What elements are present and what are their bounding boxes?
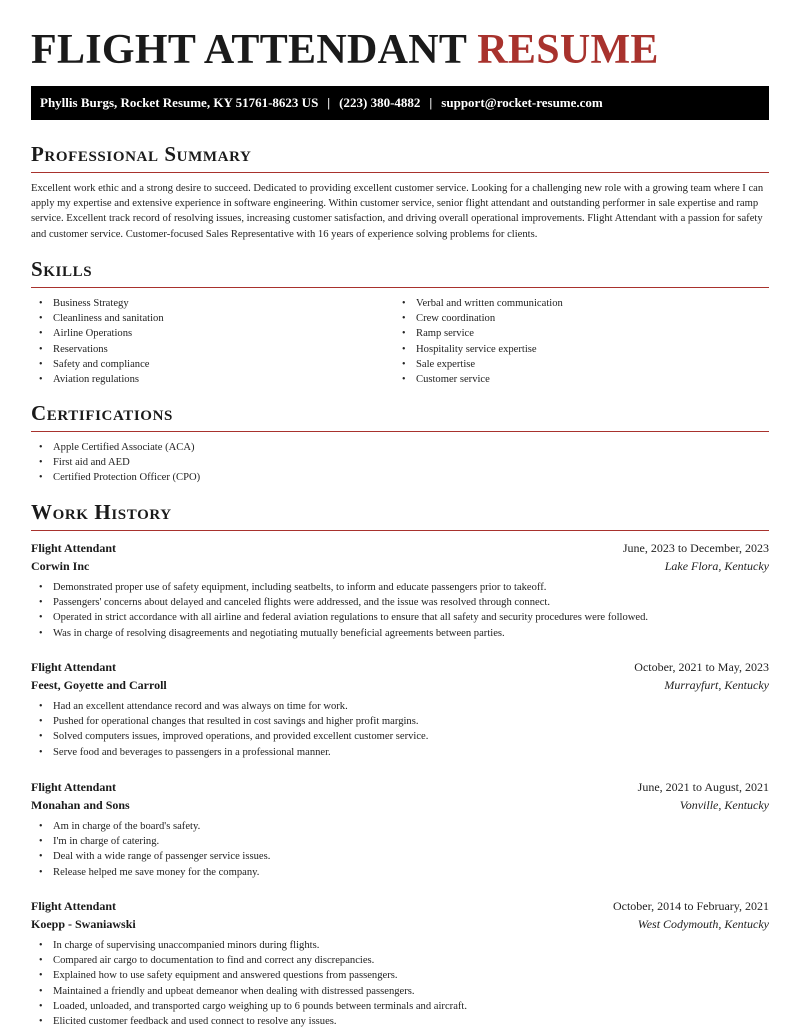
job-duty: • Am in charge of the board's safety.	[31, 819, 769, 834]
job-company: Koepp - Swaniawski	[31, 917, 136, 931]
skill-item: • Cleanliness and sanitation	[31, 311, 164, 326]
certification-item: • First aid and AED	[31, 455, 200, 470]
title-main: FLIGHT ATTENDANT	[31, 27, 467, 73]
job-duties-list	[31, 699, 769, 760]
job-location: Lake Flora, Kentucky	[664, 559, 769, 573]
job-duty: • Had an excellent attendance record and was always on time for work.	[31, 699, 769, 714]
contact-phone: (223) 380-4882	[339, 95, 421, 110]
job-duty: • Pushed for operational changes that resulted in cost savings and higher profit margins.	[31, 714, 769, 729]
job-entry	[31, 658, 769, 760]
contact-separator: |	[327, 95, 331, 110]
skill-item: • Customer service	[394, 372, 563, 387]
job-duty: • I'm in charge of catering.	[31, 834, 769, 849]
resume-title	[31, 26, 659, 74]
job-duty: • Serve food and beverages to passengers in a professional manner.	[31, 745, 769, 760]
job-duty: • Deal with a wide range of passenger service issues.	[31, 849, 769, 864]
job-location: Murrayfurt, Kentucky	[664, 678, 769, 692]
skill-item: • Verbal and written communication	[394, 296, 563, 311]
skill-item: • Reservations	[31, 342, 164, 357]
skill-item: • Hospitality service expertise	[394, 342, 563, 357]
job-duty: • Elicited customer feedback and used connect to resolve any issues.	[31, 1014, 769, 1029]
summary-heading: Professional Summary	[31, 142, 769, 173]
contact-bar	[31, 86, 769, 120]
job-duty: • Solved computers issues, improved operations, and provided excellent customer service.	[31, 729, 769, 744]
job-duty: • Was in charge of resolving disagreements and negotiating mutually beneficial agreements between parties.	[31, 626, 769, 641]
job-duty: • Maintained a friendly and upbeat demeanor when dealing with distressed passengers.	[31, 984, 769, 999]
job-duty: • Demonstrated proper use of safety equipment, including seatbelts, to inform and educate passengers prior to takeoff.	[31, 580, 769, 595]
job-company: Corwin Inc	[31, 559, 90, 573]
job-dates: October, 2014 to February, 2021	[612, 899, 769, 913]
skills-list-left	[31, 296, 164, 387]
job-title: Flight Attendant	[31, 899, 117, 913]
certification-item: • Certified Protection Officer (CPO)	[31, 470, 200, 485]
title-accent: RESUME	[477, 27, 659, 73]
certifications-heading: Certifications	[31, 401, 769, 432]
job-duty: • In charge of supervising unaccompanied minors during flights.	[31, 938, 769, 953]
job-title: Flight Attendant	[31, 660, 117, 674]
job-entry	[31, 897, 769, 1029]
skill-item: • Sale expertise	[394, 357, 563, 372]
skill-item: • Ramp service	[394, 326, 563, 341]
skill-item: • Aviation regulations	[31, 372, 164, 387]
job-duties-list	[31, 580, 769, 641]
skill-item: • Crew coordination	[394, 311, 563, 326]
job-duty: • Loaded, unloaded, and transported cargo weighing up to 6 pounds between terminals and aircraft.	[31, 999, 769, 1014]
job-duty: • Compared air cargo to documentation to find and correct any discrepancies.	[31, 953, 769, 968]
job-duty: • Explained how to use safety equipment and answered questions from passengers.	[31, 968, 769, 983]
skills-list-right	[394, 296, 563, 387]
job-location: Vonville, Kentucky	[679, 798, 769, 812]
skills-heading: Skills	[31, 257, 769, 288]
job-entry	[31, 539, 769, 641]
job-duties-list	[31, 938, 769, 1029]
contact-address: Phyllis Burgs, Rocket Resume, KY 51761-8623 US	[40, 95, 319, 110]
skill-item: • Business Strategy	[31, 296, 164, 311]
job-duties-list	[31, 819, 769, 880]
contact-separator: |	[429, 95, 433, 110]
job-company: Feest, Goyette and Carroll	[31, 678, 167, 692]
job-company: Monahan and Sons	[31, 798, 130, 812]
job-dates: June, 2021 to August, 2021	[637, 780, 769, 794]
job-dates: October, 2021 to May, 2023	[634, 660, 769, 674]
job-duty: • Passengers' concerns about delayed and canceled flights were addressed, and the issue was resolved through connect.	[31, 595, 769, 610]
job-title: Flight Attendant	[31, 780, 117, 794]
certification-item: • Apple Certified Associate (ACA)	[31, 440, 200, 455]
skill-item: • Airline Operations	[31, 326, 164, 341]
skill-item: • Safety and compliance	[31, 357, 164, 372]
work-history-heading: Work History	[31, 500, 769, 531]
job-duty: • Operated in strict accordance with all airline and federal aviation regulations to ensure that all safety and security procedures were followed.	[31, 610, 769, 625]
job-entry	[31, 778, 769, 880]
certifications-list	[31, 440, 200, 486]
job-location: West Codymouth, Kentucky	[637, 917, 769, 931]
contact-email: support@rocket-resume.com	[441, 95, 603, 110]
job-title: Flight Attendant	[31, 541, 117, 555]
job-duty: • Release helped me save money for the company.	[31, 865, 769, 880]
summary-text: Excellent work ethic and a strong desire to succeed. Dedicated to providing excellent customer service. Looking for a challenging new role with a growing team where I can apply my expertise and extensive experience in software engineering. Within customer service, senior flight attendant and outstanding performer in sale expertise and ramp service. Excellent track record of resolving issues, increasing customer satisfaction, and driving overall operational improvements. Flight Attendant with a passion for safety and customer service. Customer-focused Sales Representative with 16 years of experience solving problems for clients.	[31, 183, 764, 240]
job-dates: June, 2023 to December, 2023	[622, 541, 769, 555]
